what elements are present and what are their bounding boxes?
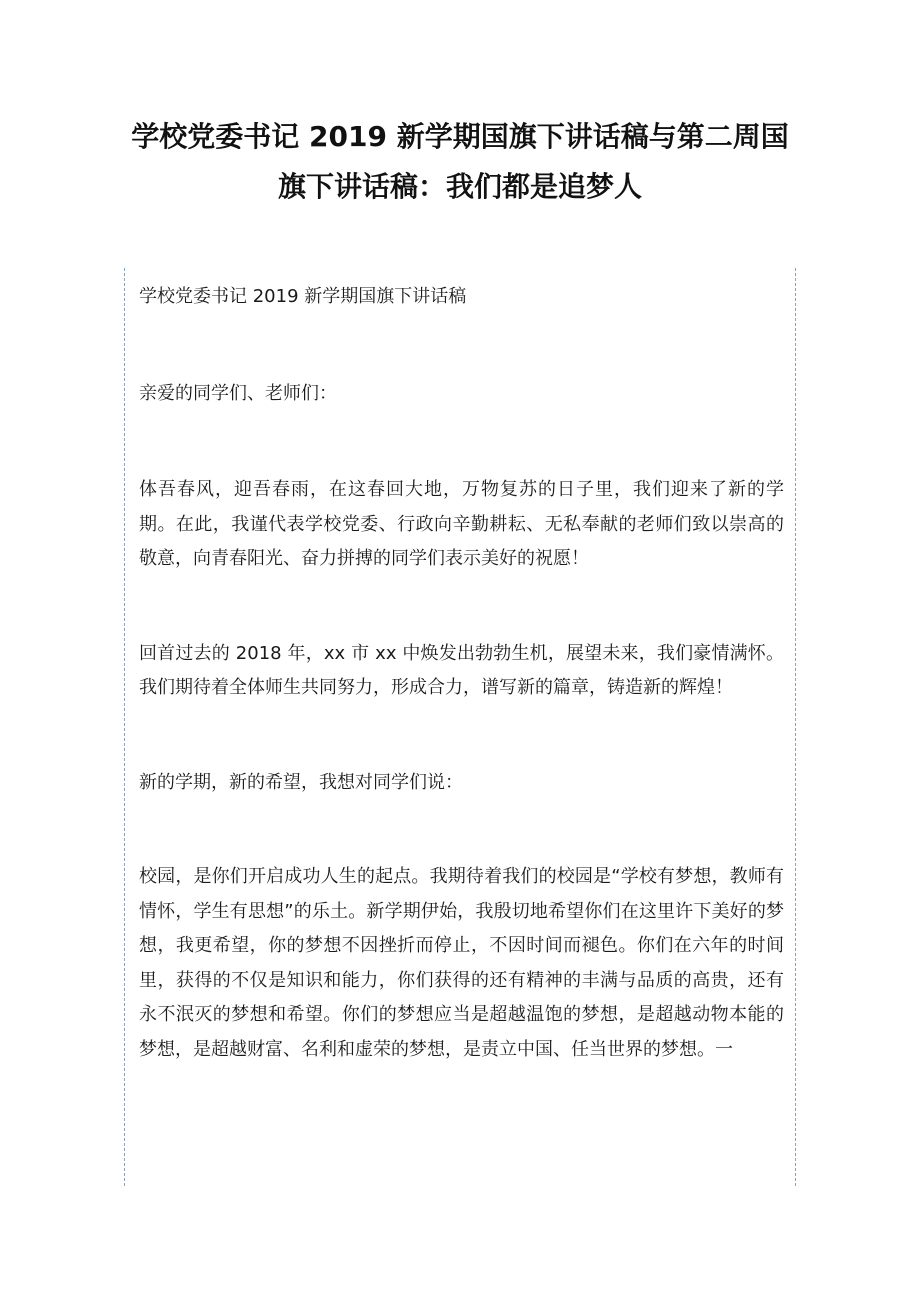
document-body (139, 280, 784, 1067)
document-title-line-2: 旗下讲话稿：我们都是追梦人 (277, 170, 642, 203)
document-title (100, 112, 820, 212)
paragraph-opening: 体吾春风，迎吾春雨，在这春回大地，万物复苏的日子里，我们迎来了新的学期。在此，我谨代表学校党委、行政向辛勤耕耘、无私奉献的老师们致以崇高的敬意，向青春阳光、奋力拼搏的同学们表示美好的祝愿！ (139, 479, 784, 569)
paragraph-subtitle: 学校党委书记 2019 新学期国旗下讲话稿 (139, 286, 467, 307)
paragraph-greeting: 亲爱的同学们、老师们： (139, 382, 337, 404)
document-title-line-1: 学校党委书记 2019 新学期国旗下讲话稿与第二周国 (131, 120, 789, 153)
paragraph-campus: 校园，是你们开启成功人生的起点。我期待着我们的校园是“学校有梦想，教师有情怀，学生有思想”的乐土。新学期伊始，我殷切地希望你们在这里许下美好的梦想，我更希望，你的梦想不因挫折而停止，不因时间而褪色。你们在六年的时间里，获得的不仅是知识和能力，你们获得的还有精神的丰满与品质的高贵，还有永不泯灭的梦想和希望。你们的梦想应当是超越温饱的梦想，是超越动物本能的梦想，是超越财富、名利和虚荣的梦想，是责立中国、任当世界的梦想。一 (139, 866, 784, 1060)
paragraph-review: 回首过去的 2018 年，xx 市 xx 中焕发出勃勃生机，展望未来，我们豪情满怀。我们期待着全体师生共同努力，形成合力，谱写新的篇章，铸造新的辉煌！ (139, 642, 784, 698)
paragraph-transition: 新的学期，新的希望，我想对同学们说： (139, 771, 463, 793)
